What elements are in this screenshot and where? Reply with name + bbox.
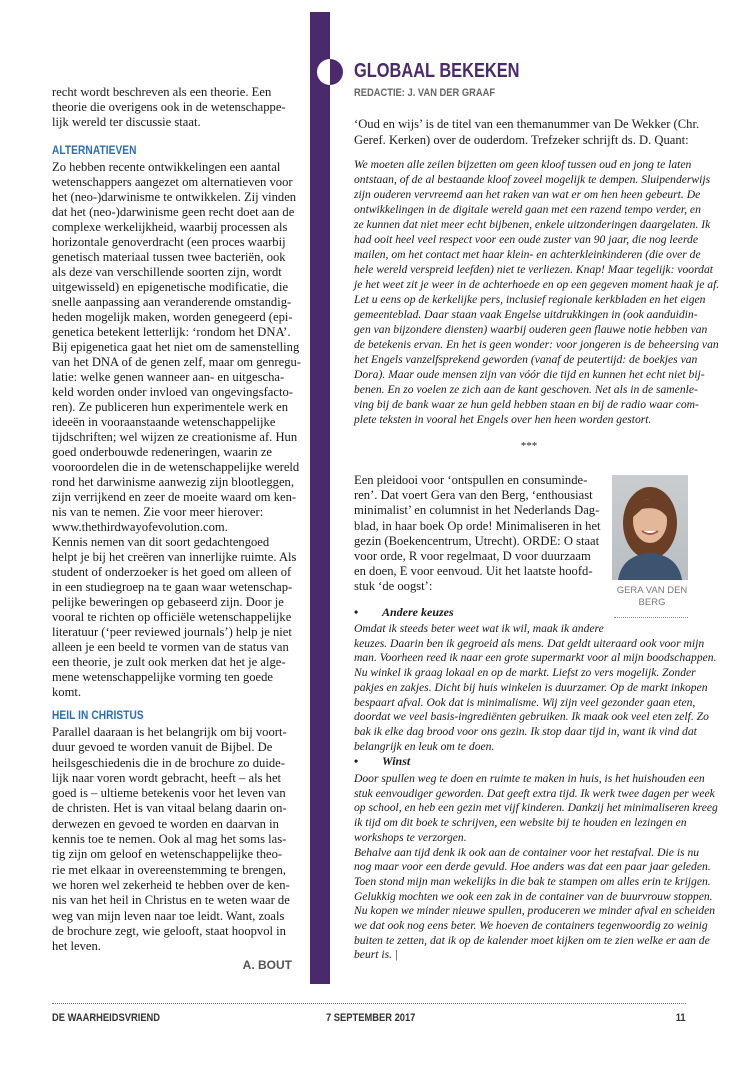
text-line: stuk ‘de oogst’: <box>354 579 433 594</box>
section-heading-alternatieven: ALTERNATIEVEN <box>52 145 137 157</box>
text-line: vooral te richten op officiële wetenschappelijke <box>52 610 292 624</box>
second-item-intro <box>354 473 604 595</box>
text-line: We moeten alle zeilen bijzetten om geen kloof tussen oud en jong te laten <box>354 158 692 171</box>
text-line: latie: welke genen wanneer aan- en uitgescha- <box>52 370 285 384</box>
photo-caption: GERA VAN DEN BERG <box>616 585 688 608</box>
text-line: op school, en heb een gezin met vijf kinderen. Dankzij het minimaliseren kreeg <box>354 801 718 815</box>
text-line: de brochure zegt, wie gelooft, staat hoopvol in <box>52 923 286 938</box>
text-line: nog maar voor een derde gevuld. Hoe anders was dat een paar jaar geleden. <box>354 860 711 874</box>
text-line: genetisch materiaal tussen twee bacteriën, ook <box>52 250 286 264</box>
text-line: student of onderzoeker is het goed om alleen of <box>52 565 292 579</box>
text-line: ving bij de bank waar ze hun geld hebben staan en bij de radio waar com- <box>354 398 699 411</box>
text-line: in een studiegroep na te gaan waar wetenschap- <box>52 580 293 594</box>
text-line: heden mogelijk maken, worden genegeerd (epi- <box>52 310 293 324</box>
text-line: snelle aanpassing aan veranderende omstandig- <box>52 295 292 309</box>
text-line: goed is – ultieme betekenis voor het leven van <box>52 786 286 801</box>
text-line: www.thethirdwayofevolution.com. <box>52 520 228 534</box>
text-line: genetica betekent letterlijk: ‘rondom het DNA’. <box>52 325 291 339</box>
text-line: de christen. Het is van vitaal belang daarin on- <box>52 801 287 816</box>
text-line: Gelukkig mochten we ook een zak in de container van de buurvrouw stoppen. <box>354 889 713 903</box>
text-line: ontwikkelingen in de digitale wereld gaan met een razend tempo verder, en <box>354 203 701 216</box>
text-line: recht wordt beschreven als een theorie. Een <box>52 85 272 99</box>
text-line: benen. En zo voelen ze zich aan de kant geschoven. Net als in de samenle- <box>354 383 698 396</box>
text-line: gemeenteblad. Daar staan vaak Engelse uitdrukkingen in (ook aanduidin- <box>354 308 698 321</box>
left-intro <box>52 85 297 130</box>
text-line: Zo hebben recente ontwikkelingen een aantal <box>52 160 281 174</box>
text-line: derwezen en gevoed te worden en daarvan in <box>52 816 279 831</box>
column-title: GLOBAAL BEKEKEN <box>354 60 520 82</box>
text-line: ‘Oud en wijs’ is de titel van een themanummer van De Wekker (Chr. <box>354 117 700 131</box>
left-section1-body <box>52 160 301 700</box>
half-circle-logo-icon <box>316 58 344 86</box>
footer-date: 7 SEPTEMBER 2017 <box>326 1012 416 1024</box>
text-line: keuzes. Daarin ben ik gegroeid als mens. Dat geldt uiteraard ook voor mijn <box>354 636 705 650</box>
text-line: theorie die overigens ook in de wetenschappe- <box>52 100 286 114</box>
footer-divider <box>52 1003 686 1004</box>
text-line: Een pleidooi voor ‘ontspullen en consuminde- <box>354 473 588 487</box>
text-line: voor orde, R voor regelmaat, D voor duurzaam <box>354 549 591 564</box>
text-line: bespaart afval. Ook dat is minimalisme. Wij zijn veel gezonder gaan eten, <box>354 695 696 709</box>
text-line: gen van bijzondere diensten) waarbij ouderen geen flauwe notie hebben van <box>354 323 708 336</box>
text-line: wetenschappers aangezet om alternatieven voor <box>52 175 293 189</box>
text-line: Omdat ik steeds beter weet wat ik wil, maak ik andere <box>354 622 604 635</box>
left-section2-body <box>52 725 297 954</box>
text-line: heilsgeschiedenis die in de brochure zo duide- <box>52 755 285 770</box>
text-line: gezin (Boekencentrum, Utrecht). ORDE: O staat <box>354 533 600 548</box>
text-line: man. Voorheen reed ik naar een grote supermarkt voor al mijn boodschappen. <box>354 651 717 665</box>
text-line: ik tijd om dit boek te schrijven, een website bij te houden en lezingen en <box>354 816 687 830</box>
text-line: het (neo-)darwinisme te ontwikkelen. Zij vinden <box>52 190 297 204</box>
bullet1-body <box>354 622 717 754</box>
text-line: als deze van verschillende soorten zijn, wordt <box>52 265 282 279</box>
text-line: horizontale genoverdracht (een proces waarbij <box>52 235 286 249</box>
text-line: keld worden onder invloed van ongevingsfacto- <box>52 385 293 399</box>
text-line: we dat ook nog eens beter. We hoeven de containers tegenwoordig zo weinig <box>354 919 708 933</box>
text-line: ideeën in vooraanstaande wetenschappelijke <box>52 415 276 429</box>
text-line: had ooit heel veel respect voor een oude zuster van 90 jaar, die nog leerde <box>354 233 698 246</box>
bullet-title: Winst <box>382 754 411 768</box>
column-editor: REDACTIE: J. VAN DER GRAAF <box>354 87 496 99</box>
text-line: lijk wereld ter discussie staat. <box>52 115 201 129</box>
text-line: kennis toe te nemen. Ook al mag het soms las- <box>52 832 287 847</box>
bullet-andere-keuzes <box>354 605 504 620</box>
text-line: doordat we veel basis-ingrediënten gebruiken. Ik maak ook veel eten zelf. Zo <box>354 710 709 724</box>
text-line: nis van te nemen. Zie voor meer hierover: <box>52 505 264 519</box>
text-line: je het weet zit je weer in de achterhoede en op een gegeven moment haak je af. <box>354 278 720 291</box>
quote-paragraph <box>354 157 720 427</box>
footer-page-number: 11 <box>676 1012 686 1024</box>
text-line: komt. <box>52 685 82 699</box>
bullet-title: Andere keuzes <box>382 605 454 619</box>
text-line: lijk naar voren wordt gebracht, heeft – als het <box>52 770 282 785</box>
text-line: buiten te zetten, dat ik op de kalender moet kijken om te zien welke er aan de <box>354 933 710 947</box>
text-line: blad, in haar boek Op orde! Minimaliseren in het <box>354 518 601 533</box>
text-line: zijn verrijkend en zeer de moeite waard om ken- <box>52 490 297 504</box>
text-line: nis van het heil in Christus en te weten waar de <box>52 893 290 908</box>
text-line: mailen, om het contact met haar klein- en achterkleinkinderen (die over de <box>354 248 701 261</box>
text-line: ontstaan, of de al bestaande kloof zoveel mogelijk te dempen. Sluipenderwijs <box>354 173 711 186</box>
text-line: een theorie, je zult ook merken dat het je alge- <box>52 655 286 669</box>
bullet-winst <box>354 754 504 769</box>
column-divider-bar <box>310 12 330 984</box>
text-line: Kennis nemen van dit soort gedachtengoed <box>52 535 270 549</box>
bullet-icon: • <box>354 754 359 768</box>
text-line: en doen, E voor eenvoud. Uit het laatste hoofd- <box>354 564 593 579</box>
text-line: duur gevoed te worden vanuit de Bijbel. De <box>52 740 273 755</box>
text-line: het Engels vanzelfsprekend geworden (vanaf de peutertijd: de boekjes van <box>354 353 698 366</box>
text-line: helpt je bij het creëren van innerlijke ruimte. Als <box>52 550 297 564</box>
section-heading-heil-in-christus: HEIL IN CHRISTUS <box>52 710 144 722</box>
text-line: belangrijk en leuk om te doen. <box>354 739 495 753</box>
text-line: minimalist’ en columnist in het Nederlands Dag- <box>354 503 600 518</box>
text-line: rond het darwinisme aanwezig zijn blootleggen, <box>52 475 295 489</box>
author-photo <box>612 475 688 580</box>
text-line: Toen stond mijn man wekelijks in die bak te stampen om alles erin te krijgen. <box>354 874 711 888</box>
footer-publication: DE WAARHEIDSVRIEND <box>52 1012 161 1024</box>
text-line: pelijke beweringen op gebaseerd zijn. Door je <box>52 595 284 609</box>
section-separator: *** <box>520 440 538 452</box>
text-line: uitgewisseld) en epigenetische modificatie, die <box>52 280 289 294</box>
text-line: workshops te verzorgen. <box>354 830 467 844</box>
text-line: stuk eenvoudiger geworden. Dat geeft extra tijd. Ik werk twee dagen per week <box>354 786 715 800</box>
text-line: pakjes en zakjes. Dicht bij huis winkelen is duurzamer. Op de markt inkopen <box>354 680 708 694</box>
text-line: Bij epigenetica gaat het niet om de samenstelling <box>52 340 300 354</box>
text-line: hele wereld verspreid leefden) niet te verliezen. Knap! Maar tegelijk: voordat <box>354 263 713 276</box>
text-line: tijdschriften; wel wijzen ze creationisme af. Hun <box>52 430 298 444</box>
text-line: de betekenis ervan. En het is geen wonder: voor jongeren is de beheersing van <box>354 338 719 351</box>
text-line: mene wetenschappelijke vorming ten goede <box>52 670 274 684</box>
text-line: ren’. Dat voert Gera van den Berg, ‘enthousiast <box>354 488 593 503</box>
caption-divider <box>614 617 688 618</box>
text-line: vooroordelen die in de wetenschappelijke wereld <box>52 460 300 474</box>
text-line: Behalve aan tijd denk ik ook aan de container voor het restafval. Die is nu <box>354 845 700 859</box>
text-line: we horen wel zekerheid te hebben over de ken- <box>52 877 290 892</box>
text-line: Parallel daaraan is het belangrijk om bij voort- <box>52 725 287 739</box>
text-line: Let u eens op de kerkelijke pers, inclusief regionale kerkbladen en het eigen <box>354 293 706 306</box>
text-line: dat het (neo-)darwinisme geen recht doet aan de <box>52 205 295 219</box>
text-line: Nu kopen we minder nieuwe spullen, produceren we minder afval en scheiden <box>354 904 716 918</box>
text-line: plete teksten in vooral het Engels over hen heen worden gestort. <box>354 413 652 426</box>
author-signature: A. BOUT <box>242 958 292 972</box>
bullet2-body <box>354 772 718 963</box>
text-line: complexe werkelijkheid, waarbij processen als <box>52 220 288 234</box>
text-line: ze kunnen dat niet meer echt bijbenen, enkele uitzonderingen daargelaten. Ik <box>354 218 711 231</box>
text-line: tig zijn om geloof en wetenschappelijke theo- <box>52 847 283 862</box>
intro-paragraph <box>354 117 704 148</box>
bullet-icon: • <box>354 605 359 619</box>
text-line: rie met elkaar in overeenstemming te brengen, <box>52 862 286 877</box>
text-line: Dora). Maar oude mensen zijn van vóór die tijd en kunnen het echt niet bij- <box>354 368 705 381</box>
text-line: ren). Ze publiceren hun experimentele werk en <box>52 400 289 414</box>
text-line: weg van mijn leven naar toe leidt. Want, zoals <box>52 908 285 923</box>
text-line: het leven. <box>52 939 101 954</box>
text-line: van het DNA of de genen zelf, maar om genregu- <box>52 355 301 369</box>
text-line: Nu winkel ik graag lokaal en op de markt. Liefst zo vers mogelijk. Zonder <box>354 666 696 680</box>
text-line: Geref. Kerken) over de ouderdom. Trefzeker schrijft ds. D. Quant: <box>354 132 689 147</box>
text-line: literatuur (‘peer reviewed journals’) help je niet <box>52 625 292 639</box>
text-line: goed onderbouwde redeneringen, waarin ze <box>52 445 272 459</box>
text-line: beurt is. | <box>354 948 399 962</box>
text-line: zijn ouderen vervreemd aan het raken van wat er om hen heen gebeurt. De <box>354 188 701 201</box>
text-line: bak ik elke dag brood voor ons gezin. Ik stop daar tijd in, want ik vind dat <box>354 724 697 738</box>
text-line: Door spullen weg te doen en ruimte te maken in huis, is het huishouden een <box>354 772 705 785</box>
text-line: alleen je een beeld te vormen van de status van <box>52 640 289 654</box>
